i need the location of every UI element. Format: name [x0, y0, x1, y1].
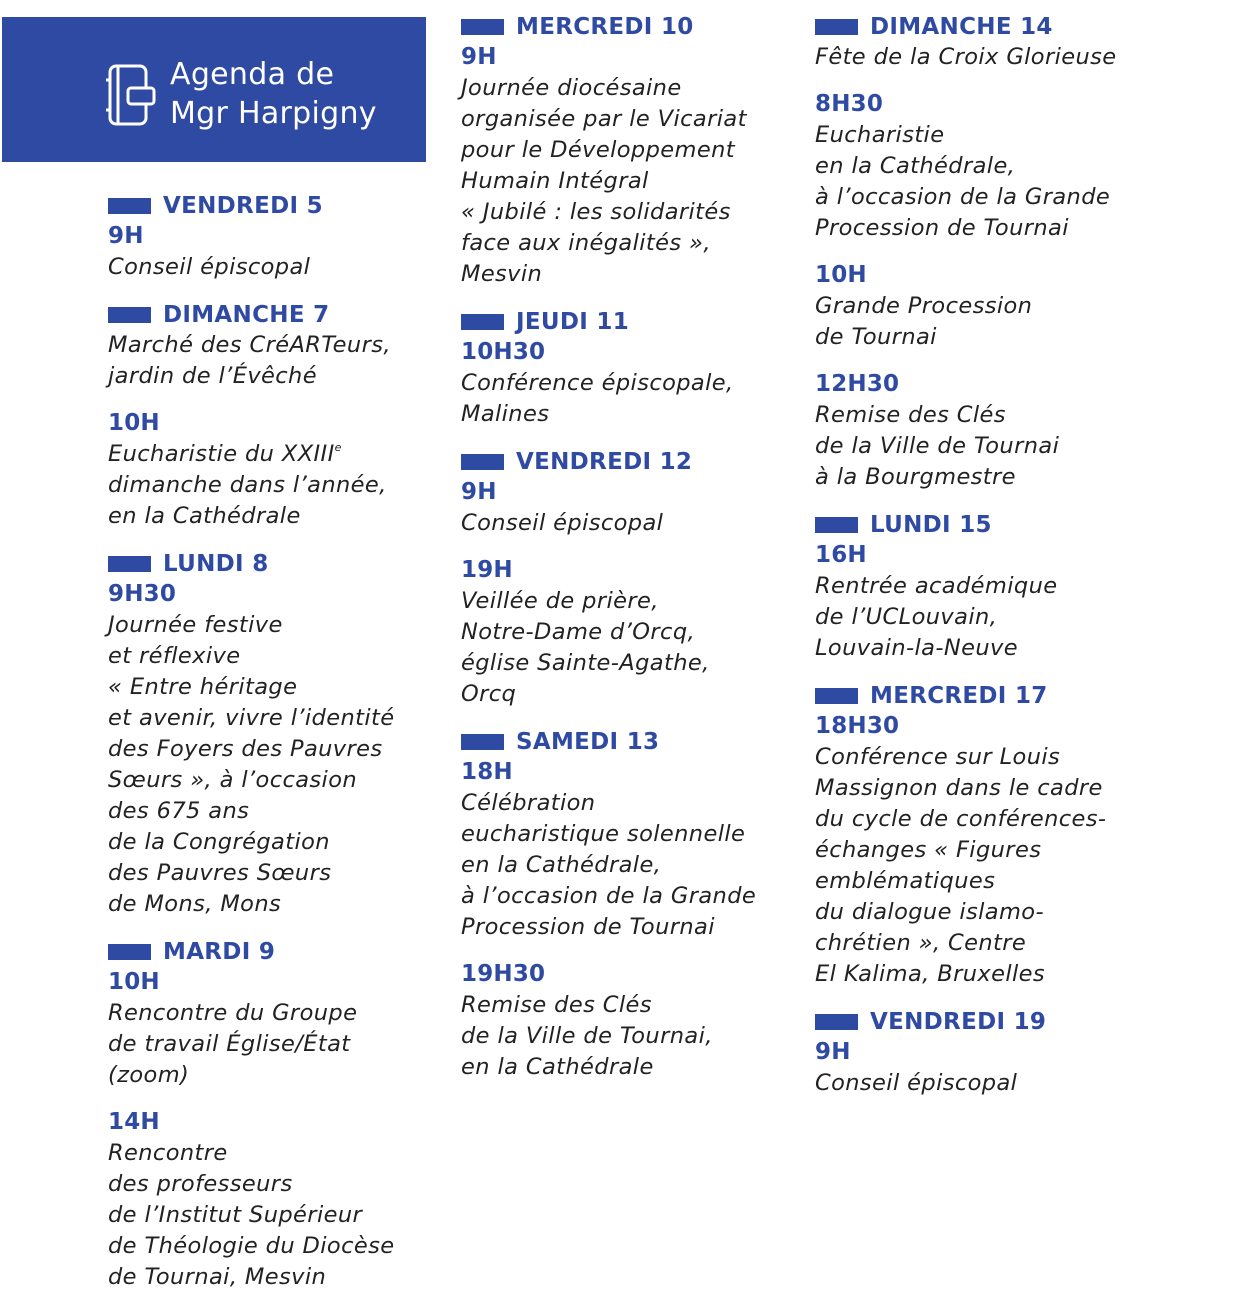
day-label: VENDREDI 12 — [516, 448, 693, 475]
event-description-line — [108, 998, 453, 1029]
event-description-line — [815, 742, 1160, 773]
event-description-line — [461, 166, 806, 197]
event-text: de la Congrégation — [108, 829, 330, 855]
agenda-entry — [815, 42, 1160, 73]
event-description-line — [461, 1021, 806, 1052]
event-description-line — [108, 703, 453, 734]
day-heading — [461, 11, 806, 42]
event-text: des Foyers des Pauvres — [108, 736, 383, 762]
event-time: 8H30 — [815, 91, 884, 117]
event-time: 9H — [108, 223, 144, 249]
event-text: des 675 ans — [108, 798, 250, 824]
agenda-entry — [108, 330, 453, 392]
event-description-line — [815, 120, 1160, 151]
agenda-book-icon — [106, 62, 158, 140]
event-text: des Pauvres Sœurs — [108, 860, 332, 886]
event-text: Sœurs », à l’occasion — [108, 767, 358, 793]
event-description-line — [461, 648, 806, 679]
agenda-entry — [461, 42, 806, 290]
event-description-line — [461, 135, 806, 166]
event-time: 9H — [461, 44, 497, 70]
event-text: du dialogue islamo- — [815, 899, 1044, 925]
event-description-line — [108, 1169, 453, 1200]
event-time: 9H30 — [108, 581, 177, 607]
event-description-line — [461, 1052, 806, 1083]
event-time: 9H — [815, 1039, 851, 1065]
day-heading — [108, 299, 453, 330]
event-text: de Mons, Mons — [108, 891, 282, 917]
event-description-line — [108, 1029, 453, 1060]
event-description-line — [815, 1068, 1160, 1099]
event-time: 16H — [815, 542, 867, 568]
event-description-line — [108, 252, 453, 283]
agenda-header — [2, 17, 426, 162]
agenda-entry — [108, 579, 453, 920]
event-description-line — [461, 399, 806, 430]
day-label: MERCREDI 10 — [516, 13, 694, 40]
event-text: (zoom) — [108, 1062, 190, 1088]
day-marker-bar — [461, 454, 504, 470]
day-marker-bar — [108, 944, 151, 960]
event-description-line — [461, 228, 806, 259]
event-text: de l’UCLouvain, — [815, 604, 998, 630]
title-line-1: Agenda de — [170, 57, 335, 92]
event-text: face aux inégalités », — [461, 230, 711, 256]
day-marker-bar — [108, 556, 151, 572]
day-marker-bar — [108, 198, 151, 214]
day-marker-bar — [461, 19, 504, 35]
day-label: VENDREDI 5 — [163, 192, 323, 219]
event-description-line — [108, 610, 453, 641]
day-heading — [108, 548, 453, 579]
event-description-line — [815, 322, 1160, 353]
ordinal-superscript: e — [334, 441, 342, 454]
event-description-line — [815, 773, 1160, 804]
event-text: Célébration — [461, 790, 596, 816]
event-text: El Kalima, Bruxelles — [815, 961, 1046, 987]
event-text: Humain Intégral — [461, 168, 649, 194]
event-description-line — [461, 788, 806, 819]
event-text: Procession de Tournai — [461, 914, 715, 940]
event-text: Massignon dans le cadre — [815, 775, 1103, 801]
event-text: Conférence sur Louis — [815, 744, 1061, 770]
event-text: Eucharistie du XXIII — [108, 441, 335, 467]
event-description-line — [108, 501, 453, 532]
day-heading — [461, 446, 806, 477]
agenda-entry — [461, 555, 806, 710]
agenda-entry — [108, 1107, 453, 1293]
event-text: Louvain-la-Neuve — [815, 635, 1018, 661]
event-text: Eucharistie — [815, 122, 945, 148]
event-text: Fête de la Croix Glorieuse — [815, 44, 1117, 70]
event-time: 10H — [108, 969, 160, 995]
event-text: Journée festive — [108, 612, 283, 638]
event-description-line — [815, 400, 1160, 431]
event-description-line — [815, 897, 1160, 928]
agenda-entry — [108, 408, 453, 532]
event-description-line — [461, 617, 806, 648]
event-description-line — [815, 213, 1160, 244]
event-text: Conférence épiscopale, — [461, 370, 734, 396]
day-heading — [815, 680, 1160, 711]
event-description-line — [108, 734, 453, 765]
event-description-line — [108, 361, 453, 392]
day-label: MARDI 9 — [163, 938, 276, 965]
day-marker-bar — [815, 19, 858, 35]
event-text: des professeurs — [108, 1171, 293, 1197]
day-heading — [815, 1006, 1160, 1037]
event-description-line — [815, 602, 1160, 633]
event-text: de Tournai — [815, 324, 937, 350]
day-label: DIMANCHE 7 — [163, 301, 330, 328]
event-text: Conseil épiscopal — [461, 510, 664, 536]
event-text: « Jubilé : les solidarités — [461, 199, 731, 225]
event-description-line — [815, 431, 1160, 462]
day-label: DIMANCHE 14 — [870, 13, 1053, 40]
agenda-entry — [815, 711, 1160, 990]
agenda-entry — [461, 337, 806, 430]
event-text: à l’occasion de la Grande — [815, 184, 1111, 210]
event-text: Marché des CréARTeurs, — [108, 332, 391, 358]
day-heading — [108, 936, 453, 967]
event-description-line — [815, 151, 1160, 182]
event-description-line — [108, 1231, 453, 1262]
event-description-line — [461, 850, 806, 881]
event-text: chrétien », Centre — [815, 930, 1027, 956]
event-text: emblématiques — [815, 868, 996, 894]
day-marker-bar — [815, 688, 858, 704]
event-description-line — [815, 928, 1160, 959]
event-time: 9H — [461, 479, 497, 505]
day-marker-bar — [815, 517, 858, 533]
event-description-line — [108, 1262, 453, 1293]
event-description-line — [461, 679, 806, 710]
event-text: Conseil épiscopal — [815, 1070, 1018, 1096]
title-line-2: Mgr Harpigny — [170, 96, 377, 131]
event-description-line — [108, 330, 453, 361]
agenda-entry — [461, 959, 806, 1083]
event-text: pour le Développement — [461, 137, 735, 163]
event-time: 10H — [108, 410, 160, 436]
agenda-entry — [461, 757, 806, 943]
event-description-line — [461, 259, 806, 290]
event-description-line — [815, 42, 1160, 73]
event-text: Orcq — [461, 681, 517, 707]
agenda-column-2 — [461, 11, 806, 1099]
event-text: Remise des Clés — [815, 402, 1006, 428]
agenda-entry — [108, 967, 453, 1091]
agenda-entry — [815, 1037, 1160, 1099]
day-marker-bar — [815, 1014, 858, 1030]
event-description-line — [815, 835, 1160, 866]
day-label: JEUDI 11 — [516, 308, 630, 335]
agenda-entry — [461, 477, 806, 539]
agenda-entry — [815, 540, 1160, 664]
event-description-line — [108, 1200, 453, 1231]
day-label: LUNDI 8 — [163, 550, 269, 577]
event-text: Malines — [461, 401, 550, 427]
agenda-column-1 — [108, 190, 453, 1309]
day-label: MERCREDI 17 — [870, 682, 1048, 709]
event-time: 19H — [461, 557, 513, 583]
day-marker-bar — [108, 307, 151, 323]
event-description-line — [815, 291, 1160, 322]
event-text: de Tournai, Mesvin — [108, 1264, 327, 1290]
event-description-line — [815, 866, 1160, 897]
event-description-line — [108, 439, 453, 470]
event-description-line — [108, 1060, 453, 1091]
event-text: Notre-Dame d’Orcq, — [461, 619, 696, 645]
event-description-line — [815, 571, 1160, 602]
event-description-line — [815, 462, 1160, 493]
event-time: 18H30 — [815, 713, 900, 739]
event-text: en la Cathédrale — [108, 503, 301, 529]
event-text: échanges « Figures — [815, 837, 1042, 863]
agenda-entry — [815, 89, 1160, 244]
event-text: à l’occasion de la Grande — [461, 883, 757, 909]
day-marker-bar — [461, 734, 504, 750]
event-text: de Théologie du Diocèse — [108, 1233, 395, 1259]
event-text: Journée diocésaine — [461, 75, 682, 101]
event-description-line — [108, 889, 453, 920]
agenda-entry — [815, 369, 1160, 493]
event-description-line — [108, 796, 453, 827]
event-time: 19H30 — [461, 961, 546, 987]
day-heading — [461, 306, 806, 337]
agenda-entry — [108, 221, 453, 283]
event-text: organisée par le Vicariat — [461, 106, 747, 132]
event-text: de l’Institut Supérieur — [108, 1202, 363, 1228]
event-description-line — [461, 73, 806, 104]
event-text: et avenir, vivre l’identité — [108, 705, 395, 731]
agenda-column-3 — [815, 11, 1160, 1115]
event-text: Mesvin — [461, 261, 543, 287]
event-text: à la Bourgmestre — [815, 464, 1016, 490]
day-heading — [815, 11, 1160, 42]
event-description-line — [461, 912, 806, 943]
agenda-entry — [815, 260, 1160, 353]
event-text: Rencontre du Groupe — [108, 1000, 358, 1026]
event-description-line — [108, 1138, 453, 1169]
event-text: de la Ville de Tournai, — [461, 1023, 713, 1049]
event-time: 18H — [461, 759, 513, 785]
event-description-line — [108, 641, 453, 672]
event-text: église Sainte-Agathe, — [461, 650, 710, 676]
event-text: Procession de Tournai — [815, 215, 1069, 241]
event-description-line — [461, 990, 806, 1021]
page-title — [170, 55, 377, 133]
day-label: SAMEDI 13 — [516, 728, 660, 755]
event-description-line — [461, 197, 806, 228]
event-text: eucharistique solennelle — [461, 821, 746, 847]
event-text: de travail Église/État — [108, 1031, 351, 1057]
event-text: du cycle de conférences- — [815, 806, 1107, 832]
event-description-line — [108, 672, 453, 703]
day-label: LUNDI 15 — [870, 511, 992, 538]
event-text: Rentrée académique — [815, 573, 1058, 599]
event-description-line — [108, 765, 453, 796]
event-description-line — [815, 804, 1160, 835]
day-heading — [108, 190, 453, 221]
event-text: Conseil épiscopal — [108, 254, 311, 280]
event-description-line — [815, 182, 1160, 213]
event-text: « Entre héritage — [108, 674, 298, 700]
event-description-line — [461, 586, 806, 617]
event-text: et réflexive — [108, 643, 241, 669]
day-label: VENDREDI 19 — [870, 1008, 1047, 1035]
event-description-line — [815, 959, 1160, 990]
event-time: 12H30 — [815, 371, 900, 397]
event-description-line — [108, 470, 453, 501]
day-marker-bar — [461, 314, 504, 330]
event-text: Veillée de prière, — [461, 588, 659, 614]
event-description-line — [461, 104, 806, 135]
event-text: jardin de l’Évêché — [108, 363, 317, 389]
event-time: 14H — [108, 1109, 160, 1135]
event-text: Remise des Clés — [461, 992, 652, 1018]
event-text: Rencontre — [108, 1140, 228, 1166]
event-text: en la Cathédrale — [461, 1054, 654, 1080]
event-description-line — [461, 368, 806, 399]
event-description-line — [461, 819, 806, 850]
event-text: en la Cathédrale, — [815, 153, 1016, 179]
event-description-line — [461, 881, 806, 912]
event-description-line — [815, 633, 1160, 664]
event-text: Grande Procession — [815, 293, 1033, 319]
event-time: 10H30 — [461, 339, 546, 365]
event-description-line — [461, 508, 806, 539]
event-time: 10H — [815, 262, 867, 288]
day-heading — [461, 726, 806, 757]
event-description-line — [108, 827, 453, 858]
event-text: de la Ville de Tournai — [815, 433, 1060, 459]
event-text: en la Cathédrale, — [461, 852, 662, 878]
event-description-line — [108, 858, 453, 889]
day-heading — [815, 509, 1160, 540]
event-text: dimanche dans l’année, — [108, 472, 387, 498]
